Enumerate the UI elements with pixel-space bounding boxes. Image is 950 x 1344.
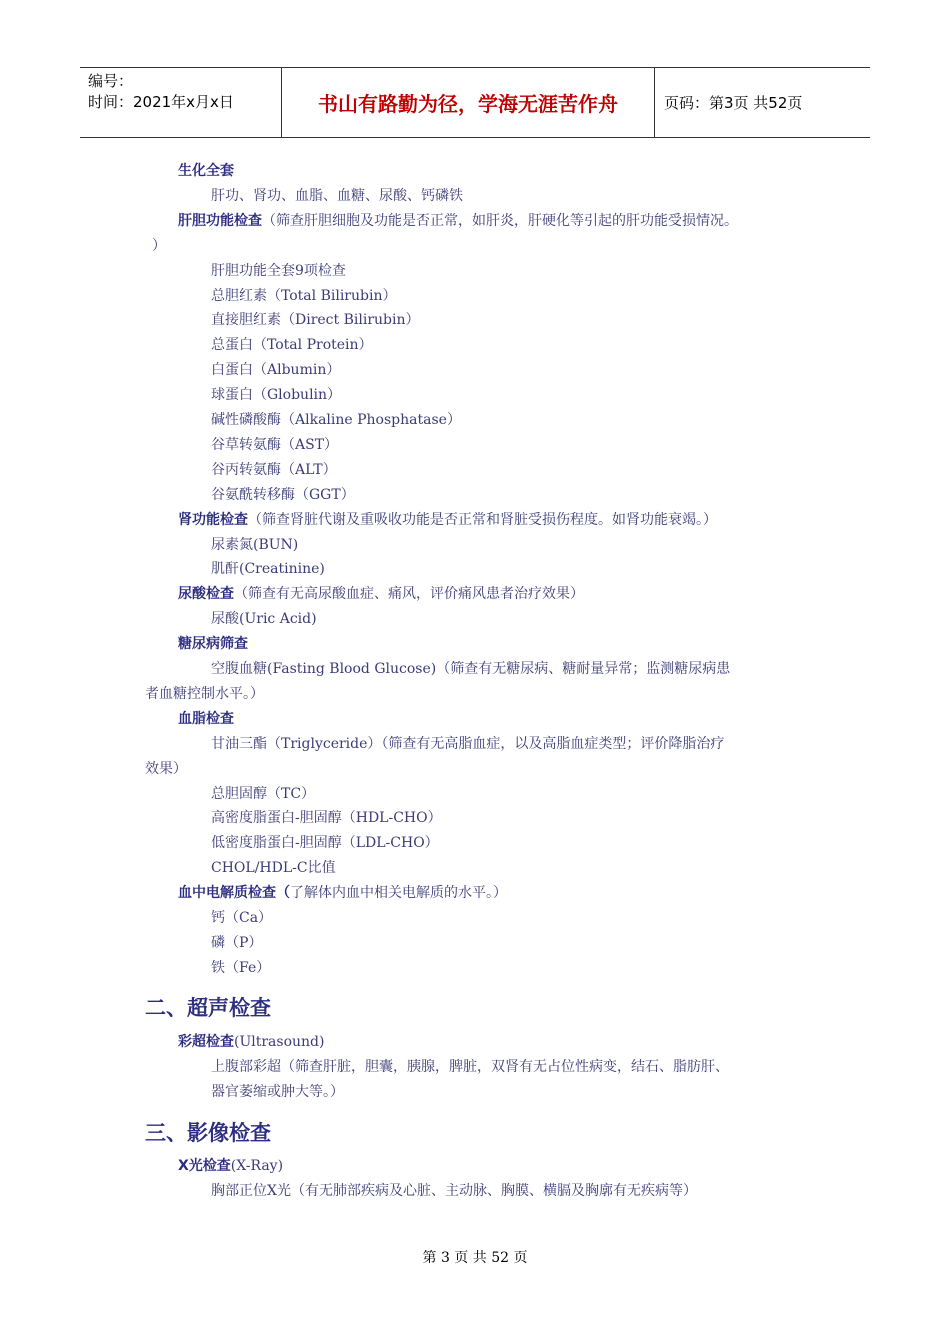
item-text: 总蛋白（Total Protein）	[211, 337, 373, 353]
text-line	[211, 1082, 344, 1102]
item-text: 谷草转氨酶（AST）	[211, 437, 339, 453]
text-line	[178, 1032, 324, 1052]
text-line	[211, 734, 724, 754]
text-line	[178, 709, 234, 729]
item-heading: 肾功能检查	[178, 512, 248, 528]
item-text: 总胆红素（Total Bilirubin）	[211, 288, 397, 304]
section-heading-ultrasound: 二、超声检查	[145, 996, 271, 1020]
item-text: 碱性磷酸酶（Alkaline Phosphatase）	[211, 412, 461, 428]
text-line	[211, 908, 272, 928]
item-text: 谷丙转氨酶（ALT）	[211, 462, 337, 478]
item-text: 了解体内血中相关电解质的水平。）	[290, 885, 507, 901]
item-text: 空腹血糖(Fasting Blood Glucose)（筛查有无糖尿病、糖耐量异常；监测糖尿病患	[211, 661, 731, 677]
item-heading: 生化全套	[178, 163, 234, 179]
page-header	[80, 67, 870, 138]
item-text: （筛查有无高尿酸血症、痛风，评价痛风患者治疗效果）	[234, 586, 584, 602]
header-meta	[88, 71, 234, 113]
item-text: 效果）	[145, 761, 187, 777]
item-text: CHOL/HDL-C比值	[211, 860, 336, 876]
text-line	[211, 410, 461, 430]
header-divider	[654, 68, 655, 137]
text-line	[211, 784, 315, 804]
header-page-info: 页码：第3页 共52页	[664, 94, 803, 112]
text-line	[211, 1057, 729, 1077]
text-line	[152, 236, 166, 256]
item-text: 球蛋白（Globulin）	[211, 387, 342, 403]
text-line	[211, 385, 341, 405]
text-line	[211, 559, 325, 579]
item-heading: 尿酸检查	[178, 586, 234, 602]
item-heading: 血脂检查	[178, 711, 234, 727]
item-text: （筛查肝胆细胞及功能是否正常，如肝炎，肝硬化等引起的肝功能受损情况。	[262, 213, 738, 229]
text-line	[211, 833, 439, 853]
text-line	[145, 759, 187, 779]
text-line	[178, 634, 248, 654]
item-text: 低密度脂蛋白-胆固醇（LDL-CHO）	[211, 835, 439, 851]
item-heading: 彩超检查	[178, 1034, 234, 1050]
text-line	[145, 684, 264, 704]
text-line	[178, 161, 234, 181]
text-line	[178, 1156, 283, 1176]
text-line	[211, 485, 355, 505]
item-text: (Ultrasound)	[234, 1034, 325, 1050]
item-text: 甘油三酯（Triglyceride）（筛查有无高脂血症，以及高脂血症类型；评价降脂治疗	[211, 736, 725, 752]
text-line	[211, 460, 337, 480]
text-line	[211, 958, 270, 978]
number-label: 编号：	[88, 72, 134, 90]
item-text: 器官萎缩或肿大等。）	[211, 1084, 344, 1100]
text-line	[211, 609, 317, 629]
text-line	[178, 510, 717, 530]
text-line	[211, 1181, 697, 1201]
item-text: 肌酐(Creatinine)	[211, 561, 325, 577]
item-text: 尿素氮(BUN)	[211, 537, 299, 553]
item-text: 高密度脂蛋白-胆固醇（HDL-CHO）	[211, 810, 442, 826]
page-footer: 第 3 页 共 52 页	[422, 1250, 528, 1266]
text-line	[211, 808, 442, 828]
text-line	[211, 858, 336, 878]
text-line	[178, 883, 507, 903]
item-text: 钙（Ca）	[211, 910, 273, 926]
item-text: 尿酸(Uric Acid)	[211, 611, 317, 627]
text-line	[211, 535, 298, 555]
item-text: 总胆固醇（TC）	[211, 786, 316, 802]
item-text: 铁（Fe）	[211, 960, 271, 976]
item-text: 者血糖控制水平。）	[145, 686, 264, 702]
item-text: （筛查肾脏代谢及重吸收功能是否正常和肾脏受损伤程度。如肾功能衰竭。）	[248, 512, 717, 528]
section-heading-imaging: 三、影像检查	[145, 1121, 271, 1145]
text-line	[178, 584, 584, 604]
item-text: 直接胆红素（Direct Bilirubin）	[211, 312, 420, 328]
item-heading: 糖尿病筛查	[178, 636, 248, 652]
text-line	[211, 310, 419, 330]
text-line	[211, 435, 338, 455]
text-line	[211, 186, 463, 206]
item-heading: X光检查	[178, 1158, 231, 1174]
item-text: 谷氨酰转移酶（GGT）	[211, 487, 355, 503]
text-line	[211, 286, 396, 306]
text-line	[178, 211, 738, 231]
text-line	[211, 261, 346, 281]
text-line	[211, 360, 340, 380]
time-label: 时间：2021年x月x日	[88, 93, 234, 111]
item-text: 白蛋白（Albumin）	[211, 362, 341, 378]
item-text: 上腹部彩超（筛查肝脏，胆囊，胰腺，脾脏，双肾有无占位性病变，结石、脂肪肝、	[211, 1059, 729, 1075]
item-text: 胸部正位X光（有无肺部疾病及心脏、主动脉、胸膜、横膈及胸廓有无疾病等）	[211, 1183, 697, 1199]
header-motto: 书山有路勤为径，学海无涯苦作舟	[318, 92, 618, 116]
item-text: 肝功、肾功、血脂、血糖、尿酸、钙磷铁	[211, 188, 463, 204]
item-text: ）	[152, 238, 166, 254]
text-line	[211, 335, 373, 355]
item-text: 磷（P）	[211, 935, 263, 951]
item-text: (X-Ray)	[230, 1158, 284, 1174]
text-line	[211, 659, 730, 679]
text-line	[211, 933, 262, 953]
item-text: 肝胆功能全套9项检查	[211, 263, 346, 279]
item-heading: 血中电解质检查（	[178, 885, 290, 901]
item-heading: 肝胆功能检查	[178, 213, 262, 229]
